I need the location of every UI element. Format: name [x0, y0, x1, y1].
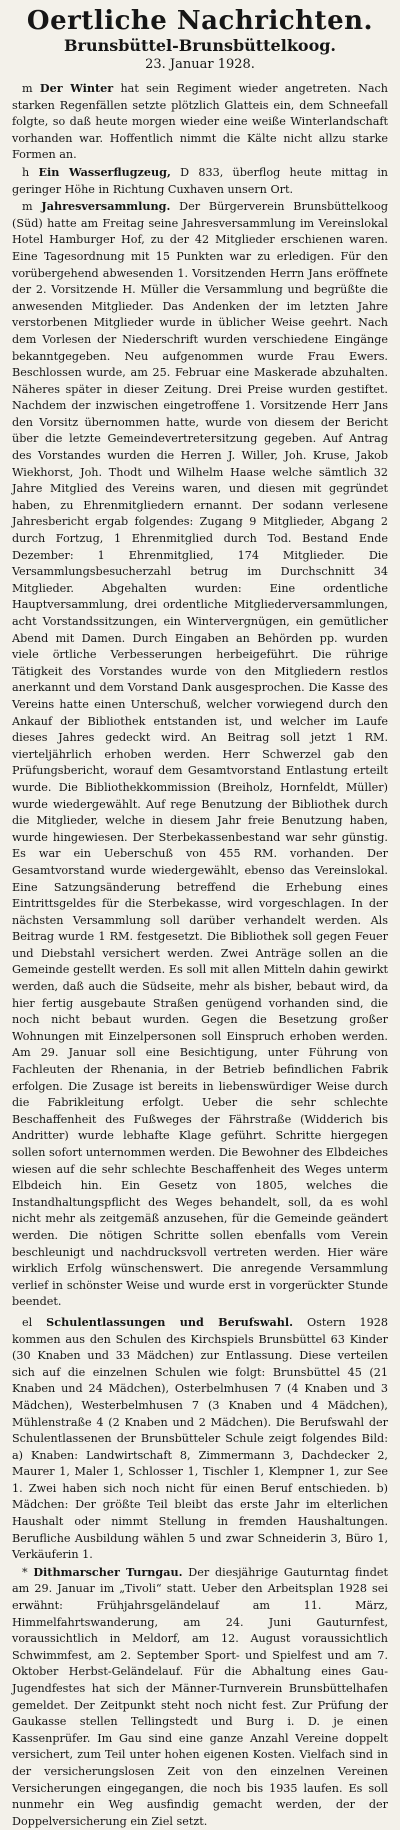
article-headline: Jahresversammlung.: [41, 199, 171, 214]
article-turngau: [12, 1564, 388, 1830]
article-headline: Schulentlassungen und Berufswahl.: [46, 1314, 294, 1329]
article-lead: *: [22, 1565, 34, 1579]
article-body: Der diesjährige Gauturntag findet am 29. Januar im „Tivoli“ statt. Ueber den Arbeitsplan 1928 sei erwähnt: Frühjahrsgeländelauf am 11. März, Himmelfahrtswanderung, am 24. Juni Gauturnfest, voraussichtlich in Meldorf, am 12. August voraussichtlich Schwimmfest, am 2. September Sport- und Spielfest und am 7. Oktober Herbst-Geländelauf. Für die Abhaltung eines Gau-Jugendfestes hat sich der Männer-Turnverein Brunsbüttelhafen gemeldet. Der Zeitpunkt steht noch nicht fest. Zur Prüfung der Gaukasse stellen Tellingstedt und Burg i. D. je einen Kassenprüfer. Im Gau sind eine ganze Anzahl Vereine doppelt versichert, zum Teil unter hohen eigenen Kosten. Vielfach sind in der versicherungslosen Zeit von den einzelnen Vereinen Versicherungen eingegangen, die noch bis 1935 laufen. Es soll nunmehr ein Weg ausfindig gemacht werden, der der Doppelversicherung ein Ziel setzt.: [12, 1565, 388, 1828]
article-lead: h: [22, 165, 39, 179]
article-body: Der Bürgerverein Brunsbüttelkoog (Süd) hatte am Freitag seine Jahresversammlung im Vereinslokal Hotel Hamburger Hof, zu der 42 Mitglieder erschienen waren. Eine Tagesordnung mit 15 Punkten war zu erledigen. Für den vorübergehend abwesenden 1. Vorsitzenden Herrn Jans eröffnete der 2. Vorsitzende H. Müller die Versammlung und begrüßte die anwesenden Mitglieder. Das Andenken der im letzten Jahre verstorbenen Mitglieder wurde in üblicher Weise geehrt. Nach dem Vorlesen der Niederschrift wurden verschiedene Eingänge bekanntgegeben. Neu aufgenommen wurde Frau Ewers. Beschlossen wurde, am 25. Februar eine Maskerade abzuhalten. Näheres später in dieser Zeitung. Drei Preise wurden gestiftet. Nachdem der inzwischen eingetroffene 1. Vorsitzende Herr Jans den Vorsitz übernommen hatte, wurde von diesem der Bericht über die letzte Gemeindevertretersitzung gegeben. Auf Antrag des Vorstandes wurden die Herren J. Willer, Joh. Kruse, Jakob Wiekhorst, Joh. Thodt und Wilhelm Haase welche sämtlich 32 Jahre Mitglied des Vereins waren, und diesen mit gegründet haben, zu Ehrenmitgliedern ernannt. Der sodann verlesene Jahresbericht ergab folgendes: Zugang 9 Mitglieder, Abgang 2 durch Fortzug, 1 Ehrenmitglied durch Tod. Bestand Ende Dezember: 1 Ehrenmitglied, 174 Mitglieder. Die Versammlungsbesucherzahl betrug im Durchschnitt 34 Mitglieder. Abgehalten wurden: Eine ordentliche Hauptversammlung, drei ordentliche Mitgliederversammlungen, acht Vorstandssitzungen, ein Wintervergnügen, ein gemütlicher Abend mit Damen. Durch Eingaben an Behörden pp. wurden viele örtliche Verbesserungen herbeigeführt. Die rührige Tätigkeit des Vorstandes wurde von den Mitgliedern restlos anerkannt und dem Vorstand Dank ausgesprochen. Die Kasse des Vereins hatte einen Unterschuß, welcher vorwiegend durch den Ankauf der Bibliothek entstanden ist, und welcher im Laufe dieses Jahres gedeckt wird. An Beitrag soll jetzt 1 RM. vierteljährlich erhoben werden. Herr Schwerzel gab den Prüfungsbericht, worauf dem Gesamtvorstand Entlastung erteilt wurde. Die Bibliothekkommission (Breiholz, Hornfeldt, Müller) wurde wiedergewählt. Auf rege Benutzung der Bibliothek durch die Mitglieder, welche in diesem Jahr freie Benutzung haben, wurde hingewiesen. Der Sterbekassenbestand war sehr günstig. Es war ein Ueberschuß von 455 RM. vorhanden. Der Gesamtvorstand wurde wiedergewählt, ebenso das Vereinslokal. Eine Satzungsänderung betreffend die Erhebung eines Eintrittsgeldes für die Sterbekasse, wird vorgeschlagen. In der nächsten Versammlung soll darüber verhandelt werden. Als Beitrag wurde 1 RM. festgesetzt. Die Bibliothek soll gegen Feuer und Diebstahl versichert werden. Zwei Anträge sollen an die Gemeinde gestellt werden. Es soll mit allen Mitteln dahin gewirkt werden, daß auch die Südseite, mehr als bisher, bebaut wird, da hier fertig ausgebaute Straßen genügend vorhanden sind, die noch nicht bebaut wurden. Gegen die Besetzung großer Wohnungen mit Einzelpersonen soll Einspruch erhoben werden. Am 29. Januar soll eine Besichtigung, unter Führung von Fachleuten der Rhenania, in der Betrieb befindlichen Fabrik erfolgen. Die Zusage ist bereits in liebenswürdiger Weise durch die Fabrikleitung erfolgt. Ueber die sehr schlechte Beschaffenheit des Fußweges der Fährstraße (Widderich bis Andritter) wurde lebhafte Klage geführt. Schritte hiergegen sollen sofort unternommen werden. Die Bewohner des Elbdeiches wiesen auf die sehr schlechte Beschaffenheit des Weges unterm Elbdeich hin. Ein Gesetz von 1805, welches die Instandhaltungspflicht des Weges behandelt, soll, da es wohl nicht mehr als zeitgemäß anzusehen, für die Gemeinde geändert werden. Die nötigen Schritte sollen ebenfalls vom Verein beschleunigt und nachdrucksvoll vertreten werden. Hier wäre wirklich Erfolg wünschenswert. Die anregende Versammlung verlief in schönster Weise und wurde erst in vorgerückter Stunde beendet.: [12, 200, 388, 1309]
issue-date: 23. Januar 1928.: [145, 57, 255, 72]
article-lead: m: [22, 82, 40, 95]
article-body: D 833, überflog heute mittag in geringer Höhe in Richtung Cuxhaven unsern Ort.: [12, 165, 389, 196]
article-lead: el: [22, 1315, 47, 1329]
article-headline: Der Winter: [39, 81, 114, 95]
article-headline: Dithmarscher Turngau.: [33, 1564, 183, 1579]
section-title: Oertliche Nachrichten.: [26, 6, 374, 36]
article-body: hat sein Regiment wieder angetreten. Nach starken Regenfällen setzte plötzlich Glatteis ein, dem Schneefall folgte, so daß heute morgen wieder eine weiße Winterlandschaft vorhanden war. Hoffentlich nimmt die Kälte nicht allzu starke Formen an.: [12, 82, 388, 162]
article-jahresversammlung: [12, 198, 388, 1311]
article-body: Ostern 1928 kommen aus den Schulen des Kirchspiels Brunsbüttel 63 Kinder (30 Knaben und 33 Mädchen) zur Entlassung. Diese verteilen sich auf die einzelnen Schulen wie folgt: Brunsbüttel 45 (21 Knaben und 24 Mädchen), Osterbelmhusen 7 (4 Knaben und 3 Mädchen), Westerbelmhusen 7 (3 Knaben und 4 Mädchen), Mühlenstraße 4 (2 Knaben und 2 Mädchen). Die Berufswahl der Schulentlassenen der Brunsbütteler Schule zeigt folgendes Bild: a) Knaben: Landwirtschaft 8, Zimmermann 3, Dachdecker 2, Maurer 1, Maler 1, Schlosser 1, Tischler 1, Klempner 1, zur See 1. Zwei haben sich noch nicht für einen Beruf entschieden. b) Mädchen: Der größte Teil bleibt das erste Jahr im elterlichen Haushalt oder nimmt Stellung in fremden Haushaltungen. Berufliche Ausbildung wählen 5 und zwar Schneiderin 3, Büro 1, Verkäuferin 1.: [12, 1315, 388, 1562]
article-winter: [12, 80, 388, 164]
article-schulentlassungen: [12, 1314, 388, 1564]
location-subtitle: Brunsbüttel-Brunsbüttelkoog.: [64, 36, 336, 55]
article-lead: m: [22, 200, 42, 214]
article-wasserflugzeug: [12, 164, 388, 198]
article-headline: Ein Wasserflugzeug,: [38, 164, 171, 179]
